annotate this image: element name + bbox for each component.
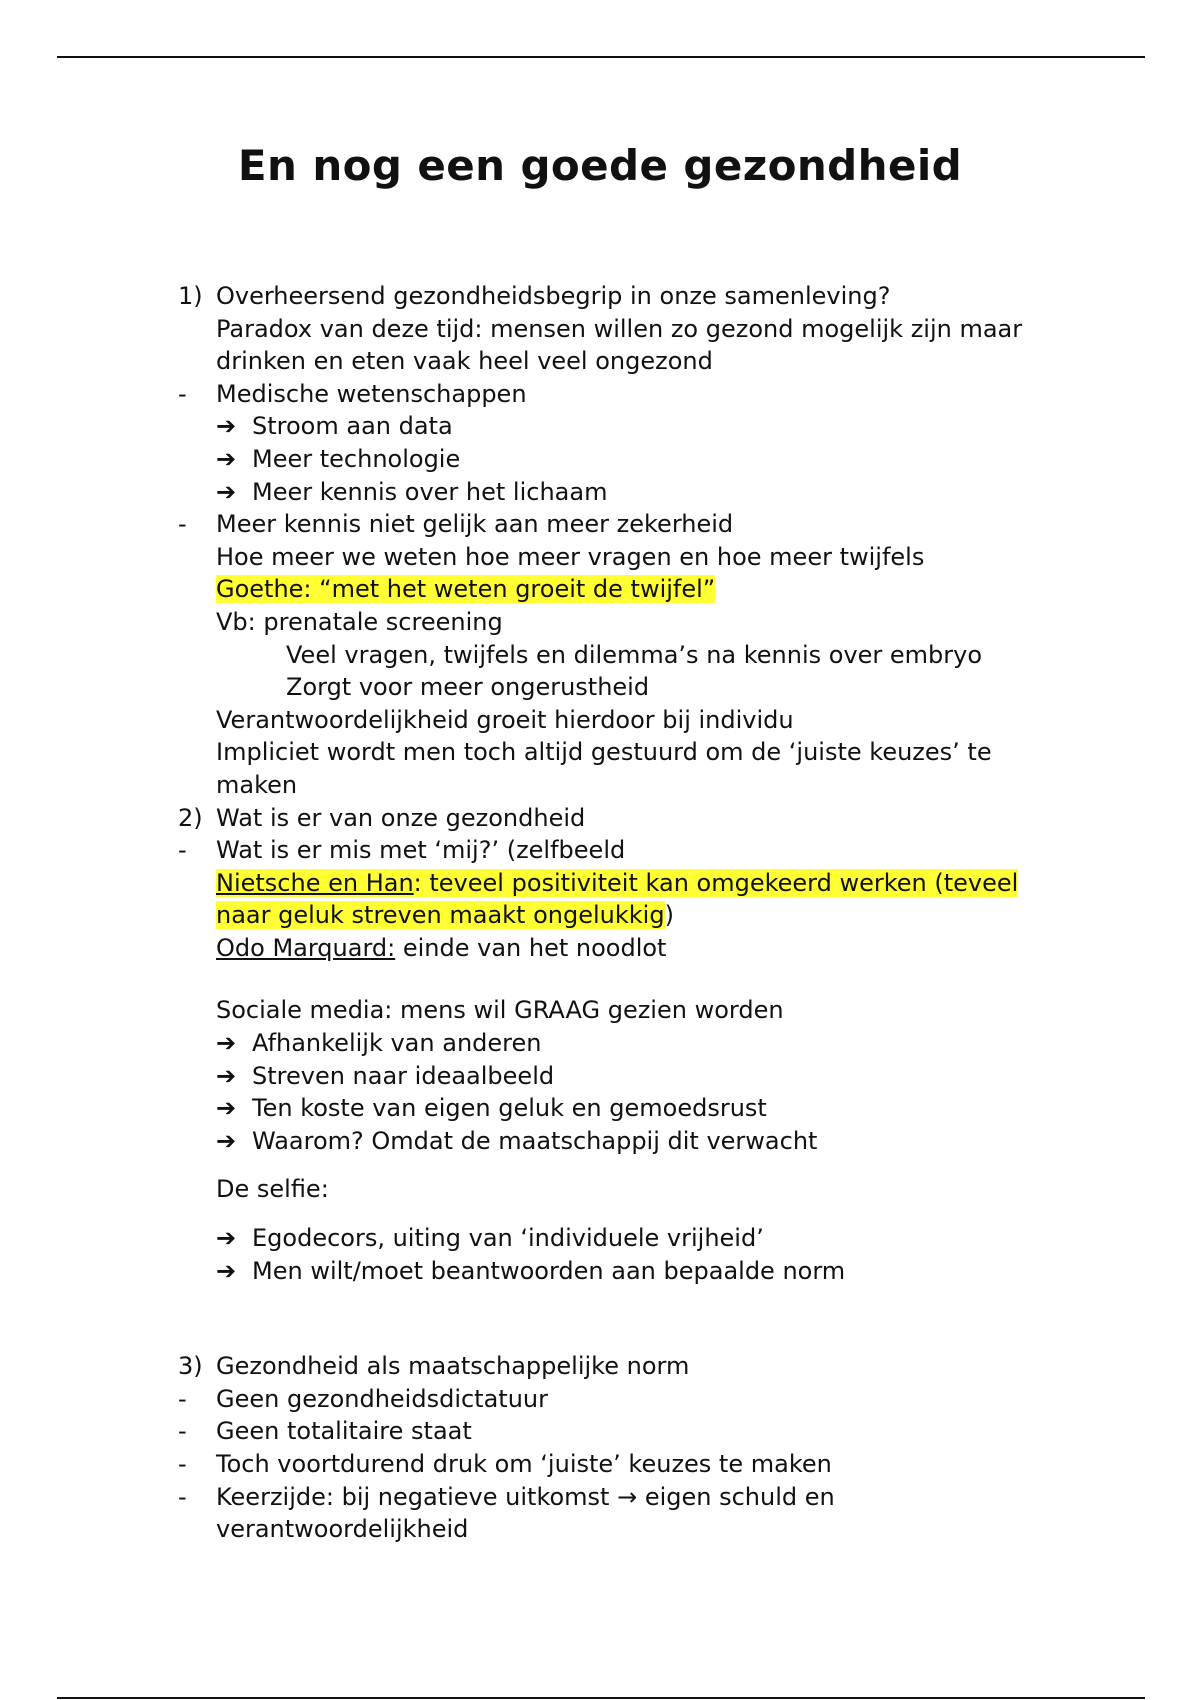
arrow-icon: ➔: [216, 1256, 237, 1285]
list-item: Paradox van deze tijd: mensen willen zo gezond mogelijk zijn maar: [216, 314, 1023, 343]
author-name: Odo Marquard:: [216, 933, 396, 962]
arrow-icon: ➔: [216, 1224, 237, 1253]
section-2-heading: 2) Wat is er van onze gezondheid: [178, 802, 1078, 835]
arrow-icon: ➔: [216, 444, 237, 473]
arrow-icon: ➔: [216, 412, 237, 441]
list-item: ➔ Ten koste van eigen geluk en gemoedsrust: [178, 1092, 1078, 1125]
arrow-icon: ➔: [216, 1094, 237, 1123]
list-item: Zorgt voor meer ongerustheid: [286, 673, 650, 702]
dash-bullet: -: [178, 1384, 187, 1413]
list-item: Impliciet wordt men toch altijd gestuurd om de ‘juiste keuzes’ te: [216, 738, 992, 767]
section-3-heading: 3) Gezondheid als maatschappelijke norm: [178, 1350, 1078, 1383]
arrow-icon: ➔: [216, 1029, 237, 1058]
list-item: ➔ Meer technologie: [178, 443, 1078, 476]
dash-bullet: -: [178, 379, 187, 408]
list-item: De selfie:: [216, 1175, 329, 1204]
highlighted-text: naar geluk streven maakt ongelukkig: [216, 901, 665, 930]
list-item: - Medische wetenschappen: [178, 378, 1078, 411]
list-item: - Geen totalitaire staat: [178, 1415, 1078, 1448]
list-item: - Meer kennis niet gelijk aan meer zekerheid: [178, 508, 1078, 541]
bottom-rule: [57, 1697, 1145, 1699]
list-item: Veel vragen, twijfels en dilemma’s na kennis over embryo: [286, 640, 983, 669]
list-number: 2): [178, 803, 203, 832]
list-item: maken: [216, 770, 298, 799]
list-item: Sociale media: mens wil GRAAG gezien worden: [216, 996, 784, 1025]
list-item: ➔ Streven naar ideaalbeeld: [178, 1060, 1078, 1093]
dash-bullet: -: [178, 1450, 187, 1478]
dash-bullet: -: [178, 836, 187, 865]
list-item: - Wat is er mis met ‘mij?’ (zelfbeeld: [178, 834, 1078, 867]
list-item: ➔ Waarom? Omdat de maatschappij dit verwacht: [178, 1125, 1078, 1158]
goethe-quote: [178, 573, 1078, 606]
list-item: - Geen gezondheidsdictatuur: [178, 1383, 1078, 1416]
list-item: ➔ Afhankelijk van anderen: [178, 1027, 1078, 1060]
arrow-icon: ➔: [216, 1061, 237, 1090]
dash-bullet: -: [178, 1417, 187, 1446]
nietzsche-line: Nietsche en Han: teveel positiviteit kan omgekeerd werken (teveel: [216, 868, 1019, 897]
list-item: drinken en eten vaak heel veel ongezond: [216, 347, 713, 376]
document-body: [178, 280, 1078, 1546]
highlighted-text: Goethe: “met het weten groeit de twijfel”: [216, 575, 716, 604]
list-item: Verantwoordelijkheid groeit hierdoor bij individu: [216, 705, 794, 734]
arrow-icon: ➔: [216, 477, 237, 506]
dash-bullet: -: [178, 510, 187, 539]
list-item: - Toch voortdurend druk om ‘juiste’ keuzes te maken: [178, 1448, 1078, 1481]
list-item: - Keerzijde: bij negatieve uitkomst → eigen schuld en: [178, 1481, 1078, 1514]
list-item: Hoe meer we weten hoe meer vragen en hoe meer twijfels: [216, 542, 925, 571]
list-item: ➔ Men wilt/moet beantwoorden aan bepaalde norm: [178, 1255, 1078, 1288]
dash-bullet: -: [178, 1482, 187, 1511]
list-number: 1): [178, 282, 203, 310]
document-title: En nog een goede gezondheid: [237, 141, 963, 190]
list-item: ➔ Egodecors, uiting van ‘individuele vrijheid’: [178, 1222, 1078, 1255]
list-item: Vb: prenatale screening: [216, 607, 503, 636]
top-rule: [57, 56, 1145, 58]
list-item: verantwoordelijkheid: [216, 1515, 469, 1544]
list-item: ➔ Meer kennis over het lichaam: [178, 476, 1078, 509]
arrow-icon: ➔: [216, 1126, 237, 1155]
author-name: Nietsche en Han: [216, 868, 414, 897]
list-item: ➔ Stroom aan data: [178, 410, 1078, 443]
odo-line: Odo Marquard: einde van het noodlot: [216, 933, 667, 962]
list-number: 3): [178, 1352, 203, 1381]
section-1-heading: 1) Overheersend gezondheidsbegrip in onze samenleving?: [178, 280, 1078, 313]
nietzsche-line-2: naar geluk streven maakt ongelukkig): [216, 901, 674, 930]
